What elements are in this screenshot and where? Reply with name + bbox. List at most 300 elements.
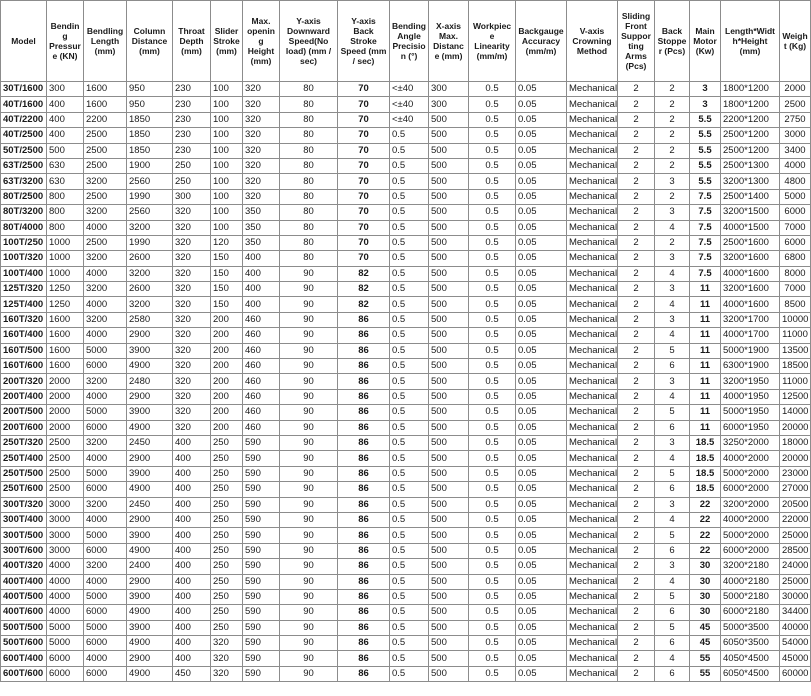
cell-y-axis-downward-speed: 90	[280, 359, 338, 374]
cell-y-axis-downward-speed: 90	[280, 451, 338, 466]
cell-sliding-front-supporting-arms: 2	[618, 297, 655, 312]
model-cell: 200T/320	[1, 374, 47, 389]
cell-length-width-height: 2500*1600	[721, 235, 780, 250]
cell-workpiece-linearity: 0.5	[469, 605, 516, 620]
cell-y-axis-back-stroke-speed: 86	[338, 420, 390, 435]
cell-bending-pressure: 4000	[47, 589, 84, 604]
cell-max-opening-height: 400	[243, 251, 280, 266]
cell-y-axis-back-stroke-speed: 70	[338, 97, 390, 112]
model-cell: 160T/500	[1, 343, 47, 358]
cell-sliding-front-supporting-arms: 2	[618, 82, 655, 97]
cell-y-axis-back-stroke-speed: 70	[338, 205, 390, 220]
cell-backgauge-accuracy: 0.05	[516, 574, 567, 589]
cell-bending-pressure: 3000	[47, 528, 84, 543]
cell-y-axis-downward-speed: 90	[280, 389, 338, 404]
cell-throat-depth: 250	[173, 174, 211, 189]
table-row	[1, 266, 811, 281]
cell-weight: 12500	[780, 389, 811, 404]
cell-bending-pressure: 3000	[47, 512, 84, 527]
model-cell: 300T/400	[1, 512, 47, 527]
cell-bending-pressure: 300	[47, 82, 84, 97]
model-cell: 500T/600	[1, 636, 47, 651]
cell-throat-depth: 400	[173, 482, 211, 497]
cell-length-width-height: 2500*1300	[721, 158, 780, 173]
table-row	[1, 405, 811, 420]
cell-slider-stroke: 100	[211, 174, 243, 189]
cell-main-motor: 3	[690, 82, 721, 97]
cell-weight: 7000	[780, 220, 811, 235]
cell-length-width-height: 3200*1600	[721, 251, 780, 266]
cell-column-distance: 1990	[127, 189, 173, 204]
cell-y-axis-back-stroke-speed: 82	[338, 297, 390, 312]
table-row	[1, 497, 811, 512]
cell-slider-stroke: 250	[211, 605, 243, 620]
cell-y-axis-downward-speed: 90	[280, 543, 338, 558]
cell-bending-pressure: 1600	[47, 343, 84, 358]
cell-throat-depth: 400	[173, 451, 211, 466]
cell-y-axis-back-stroke-speed: 86	[338, 605, 390, 620]
cell-y-axis-back-stroke-speed: 86	[338, 528, 390, 543]
cell-bending-length: 5000	[84, 466, 127, 481]
cell-back-stopper: 6	[655, 420, 690, 435]
cell-x-axis-max-distance: 500	[429, 497, 469, 512]
cell-slider-stroke: 250	[211, 589, 243, 604]
cell-v-axis-crowning-method: Mechanical	[567, 451, 618, 466]
cell-max-opening-height: 460	[243, 374, 280, 389]
cell-sliding-front-supporting-arms: 2	[618, 466, 655, 481]
cell-main-motor: 5.5	[690, 158, 721, 173]
cell-slider-stroke: 250	[211, 451, 243, 466]
cell-bending-length: 6000	[84, 482, 127, 497]
cell-slider-stroke: 250	[211, 512, 243, 527]
cell-v-axis-crowning-method: Mechanical	[567, 205, 618, 220]
table-row	[1, 128, 811, 143]
cell-main-motor: 5.5	[690, 112, 721, 127]
cell-backgauge-accuracy: 0.05	[516, 589, 567, 604]
cell-throat-depth: 320	[173, 266, 211, 281]
cell-y-axis-back-stroke-speed: 82	[338, 266, 390, 281]
cell-bending-pressure: 4000	[47, 574, 84, 589]
cell-workpiece-linearity: 0.5	[469, 205, 516, 220]
model-cell: 160T/600	[1, 359, 47, 374]
cell-length-width-height: 3200*1950	[721, 374, 780, 389]
cell-column-distance: 1850	[127, 128, 173, 143]
cell-bending-angle-precision: 0.5	[390, 220, 429, 235]
cell-bending-angle-precision: 0.5	[390, 251, 429, 266]
cell-bending-length: 3200	[84, 312, 127, 327]
cell-weight: 4000	[780, 158, 811, 173]
cell-slider-stroke: 100	[211, 112, 243, 127]
cell-v-axis-crowning-method: Mechanical	[567, 220, 618, 235]
cell-back-stopper: 6	[655, 543, 690, 558]
cell-length-width-height: 6000*2000	[721, 482, 780, 497]
model-cell: 250T/500	[1, 466, 47, 481]
column-header-model: Model	[1, 1, 47, 82]
model-cell: 160T/400	[1, 328, 47, 343]
cell-back-stopper: 3	[655, 435, 690, 450]
cell-x-axis-max-distance: 500	[429, 328, 469, 343]
cell-x-axis-max-distance: 500	[429, 189, 469, 204]
cell-v-axis-crowning-method: Mechanical	[567, 143, 618, 158]
cell-v-axis-crowning-method: Mechanical	[567, 528, 618, 543]
cell-y-axis-downward-speed: 90	[280, 282, 338, 297]
cell-x-axis-max-distance: 300	[429, 82, 469, 97]
table-row	[1, 466, 811, 481]
cell-sliding-front-supporting-arms: 2	[618, 220, 655, 235]
cell-y-axis-downward-speed: 80	[280, 235, 338, 250]
column-header-bending-length: Bendling Length (mm)	[84, 1, 127, 82]
cell-column-distance: 2900	[127, 451, 173, 466]
cell-bending-angle-precision: 0.5	[390, 405, 429, 420]
cell-slider-stroke: 250	[211, 482, 243, 497]
cell-length-width-height: 6300*1900	[721, 359, 780, 374]
cell-bending-length: 3200	[84, 497, 127, 512]
cell-bending-pressure: 1600	[47, 328, 84, 343]
cell-workpiece-linearity: 0.5	[469, 497, 516, 512]
table-row	[1, 420, 811, 435]
model-cell: 50T/2500	[1, 143, 47, 158]
cell-back-stopper: 2	[655, 235, 690, 250]
cell-max-opening-height: 320	[243, 189, 280, 204]
cell-max-opening-height: 460	[243, 405, 280, 420]
cell-column-distance: 1900	[127, 158, 173, 173]
cell-workpiece-linearity: 0.5	[469, 174, 516, 189]
cell-column-distance: 4900	[127, 666, 173, 681]
cell-v-axis-crowning-method: Mechanical	[567, 651, 618, 666]
cell-y-axis-downward-speed: 80	[280, 158, 338, 173]
cell-sliding-front-supporting-arms: 2	[618, 143, 655, 158]
cell-max-opening-height: 460	[243, 343, 280, 358]
cell-x-axis-max-distance: 500	[429, 435, 469, 450]
cell-x-axis-max-distance: 300	[429, 97, 469, 112]
cell-weight: 8500	[780, 297, 811, 312]
cell-sliding-front-supporting-arms: 2	[618, 620, 655, 635]
cell-weight: 11000	[780, 374, 811, 389]
cell-main-motor: 7.5	[690, 220, 721, 235]
cell-v-axis-crowning-method: Mechanical	[567, 235, 618, 250]
cell-bending-pressure: 2500	[47, 435, 84, 450]
cell-column-distance: 3200	[127, 297, 173, 312]
cell-main-motor: 22	[690, 497, 721, 512]
cell-bending-length: 6000	[84, 420, 127, 435]
cell-main-motor: 5.5	[690, 143, 721, 158]
cell-weight: 2500	[780, 97, 811, 112]
cell-y-axis-back-stroke-speed: 86	[338, 359, 390, 374]
table-row	[1, 282, 811, 297]
cell-backgauge-accuracy: 0.05	[516, 82, 567, 97]
cell-length-width-height: 6050*3500	[721, 636, 780, 651]
cell-y-axis-downward-speed: 90	[280, 512, 338, 527]
cell-weight: 25000	[780, 528, 811, 543]
cell-weight: 60000	[780, 666, 811, 681]
cell-bending-length: 4000	[84, 389, 127, 404]
cell-weight: 14000	[780, 405, 811, 420]
cell-bending-length: 6000	[84, 636, 127, 651]
cell-slider-stroke: 250	[211, 497, 243, 512]
cell-main-motor: 7.5	[690, 189, 721, 204]
cell-bending-angle-precision: 0.5	[390, 312, 429, 327]
cell-length-width-height: 5000*3500	[721, 620, 780, 635]
model-cell: 30T/1600	[1, 82, 47, 97]
model-cell: 80T/4000	[1, 220, 47, 235]
cell-column-distance: 4900	[127, 543, 173, 558]
model-cell: 63T/2500	[1, 158, 47, 173]
cell-v-axis-crowning-method: Mechanical	[567, 405, 618, 420]
cell-throat-depth: 230	[173, 128, 211, 143]
cell-column-distance: 2900	[127, 574, 173, 589]
model-cell: 125T/400	[1, 297, 47, 312]
model-cell: 400T/400	[1, 574, 47, 589]
cell-throat-depth: 320	[173, 420, 211, 435]
cell-column-distance: 2600	[127, 282, 173, 297]
cell-max-opening-height: 590	[243, 528, 280, 543]
cell-backgauge-accuracy: 0.05	[516, 497, 567, 512]
cell-backgauge-accuracy: 0.05	[516, 235, 567, 250]
cell-column-distance: 3200	[127, 266, 173, 281]
table-row	[1, 235, 811, 250]
cell-length-width-height: 2500*1200	[721, 128, 780, 143]
model-cell: 100T/320	[1, 251, 47, 266]
cell-backgauge-accuracy: 0.05	[516, 266, 567, 281]
cell-workpiece-linearity: 0.5	[469, 589, 516, 604]
cell-v-axis-crowning-method: Mechanical	[567, 559, 618, 574]
cell-bending-length: 5000	[84, 620, 127, 635]
cell-x-axis-max-distance: 500	[429, 651, 469, 666]
cell-bending-angle-precision: 0.5	[390, 297, 429, 312]
cell-y-axis-downward-speed: 90	[280, 297, 338, 312]
cell-length-width-height: 4000*2000	[721, 451, 780, 466]
cell-back-stopper: 2	[655, 158, 690, 173]
cell-main-motor: 18.5	[690, 451, 721, 466]
cell-back-stopper: 3	[655, 497, 690, 512]
cell-bending-angle-precision: 0.5	[390, 235, 429, 250]
cell-max-opening-height: 460	[243, 389, 280, 404]
cell-bending-length: 1600	[84, 82, 127, 97]
cell-slider-stroke: 320	[211, 636, 243, 651]
cell-main-motor: 45	[690, 636, 721, 651]
cell-weight: 54000	[780, 636, 811, 651]
column-header-bending-angle-precision: Bending Angle Precision (°)	[390, 1, 429, 82]
cell-bending-angle-precision: 0.5	[390, 420, 429, 435]
cell-bending-pressure: 1000	[47, 266, 84, 281]
cell-main-motor: 18.5	[690, 435, 721, 450]
column-header-backgauge-accuracy: Backgauge Accuracy (mm/m)	[516, 1, 567, 82]
cell-slider-stroke: 100	[211, 220, 243, 235]
model-cell: 160T/320	[1, 312, 47, 327]
cell-back-stopper: 6	[655, 666, 690, 681]
cell-bending-angle-precision: 0.5	[390, 497, 429, 512]
cell-throat-depth: 320	[173, 343, 211, 358]
cell-max-opening-height: 590	[243, 435, 280, 450]
cell-bending-pressure: 5000	[47, 620, 84, 635]
cell-column-distance: 3900	[127, 466, 173, 481]
cell-weight: 28500	[780, 543, 811, 558]
cell-column-distance: 2900	[127, 328, 173, 343]
cell-throat-depth: 400	[173, 466, 211, 481]
cell-back-stopper: 4	[655, 266, 690, 281]
cell-bending-pressure: 3000	[47, 497, 84, 512]
cell-v-axis-crowning-method: Mechanical	[567, 435, 618, 450]
cell-x-axis-max-distance: 500	[429, 451, 469, 466]
cell-backgauge-accuracy: 0.05	[516, 343, 567, 358]
cell-length-width-height: 5000*1900	[721, 343, 780, 358]
cell-workpiece-linearity: 0.5	[469, 559, 516, 574]
cell-main-motor: 11	[690, 359, 721, 374]
cell-v-axis-crowning-method: Mechanical	[567, 497, 618, 512]
cell-slider-stroke: 250	[211, 435, 243, 450]
cell-max-opening-height: 590	[243, 466, 280, 481]
cell-throat-depth: 400	[173, 435, 211, 450]
cell-x-axis-max-distance: 500	[429, 605, 469, 620]
table-header	[1, 1, 811, 82]
table-row	[1, 651, 811, 666]
cell-backgauge-accuracy: 0.05	[516, 543, 567, 558]
cell-main-motor: 5.5	[690, 174, 721, 189]
cell-v-axis-crowning-method: Mechanical	[567, 128, 618, 143]
cell-back-stopper: 4	[655, 297, 690, 312]
cell-bending-pressure: 2500	[47, 482, 84, 497]
cell-y-axis-downward-speed: 80	[280, 82, 338, 97]
cell-y-axis-back-stroke-speed: 70	[338, 251, 390, 266]
cell-weight: 18500	[780, 359, 811, 374]
cell-max-opening-height: 350	[243, 220, 280, 235]
cell-slider-stroke: 200	[211, 328, 243, 343]
cell-length-width-height: 5000*2180	[721, 589, 780, 604]
cell-v-axis-crowning-method: Mechanical	[567, 605, 618, 620]
cell-slider-stroke: 100	[211, 205, 243, 220]
cell-weight: 6000	[780, 235, 811, 250]
cell-weight: 45000	[780, 651, 811, 666]
cell-bending-pressure: 2500	[47, 466, 84, 481]
cell-length-width-height: 4000*2180	[721, 574, 780, 589]
cell-y-axis-downward-speed: 90	[280, 420, 338, 435]
cell-sliding-front-supporting-arms: 2	[618, 174, 655, 189]
cell-bending-angle-precision: 0.5	[390, 343, 429, 358]
cell-throat-depth: 320	[173, 251, 211, 266]
cell-slider-stroke: 200	[211, 374, 243, 389]
cell-length-width-height: 1800*1200	[721, 82, 780, 97]
cell-back-stopper: 4	[655, 451, 690, 466]
cell-slider-stroke: 120	[211, 235, 243, 250]
cell-v-axis-crowning-method: Mechanical	[567, 97, 618, 112]
cell-x-axis-max-distance: 500	[429, 636, 469, 651]
cell-backgauge-accuracy: 0.05	[516, 528, 567, 543]
cell-x-axis-max-distance: 500	[429, 528, 469, 543]
cell-main-motor: 7.5	[690, 251, 721, 266]
cell-bending-angle-precision: 0.5	[390, 589, 429, 604]
column-header-throat-depth: Throat Depth (mm)	[173, 1, 211, 82]
cell-v-axis-crowning-method: Mechanical	[567, 297, 618, 312]
cell-back-stopper: 3	[655, 282, 690, 297]
cell-max-opening-height: 460	[243, 328, 280, 343]
cell-throat-depth: 400	[173, 559, 211, 574]
cell-x-axis-max-distance: 500	[429, 312, 469, 327]
cell-back-stopper: 3	[655, 374, 690, 389]
cell-backgauge-accuracy: 0.05	[516, 420, 567, 435]
cell-weight: 13500	[780, 343, 811, 358]
header-row	[1, 1, 811, 82]
cell-length-width-height: 4000*1500	[721, 220, 780, 235]
cell-weight: 34400	[780, 605, 811, 620]
cell-bending-angle-precision: 0.5	[390, 651, 429, 666]
cell-column-distance: 2900	[127, 512, 173, 527]
cell-max-opening-height: 400	[243, 266, 280, 281]
cell-slider-stroke: 150	[211, 251, 243, 266]
cell-sliding-front-supporting-arms: 2	[618, 328, 655, 343]
cell-length-width-height: 6000*2180	[721, 605, 780, 620]
cell-throat-depth: 400	[173, 528, 211, 543]
cell-main-motor: 11	[690, 297, 721, 312]
cell-sliding-front-supporting-arms: 2	[618, 251, 655, 266]
cell-y-axis-back-stroke-speed: 86	[338, 636, 390, 651]
cell-main-motor: 30	[690, 559, 721, 574]
cell-max-opening-height: 590	[243, 574, 280, 589]
cell-backgauge-accuracy: 0.05	[516, 620, 567, 635]
cell-bending-length: 3200	[84, 435, 127, 450]
cell-throat-depth: 400	[173, 497, 211, 512]
cell-sliding-front-supporting-arms: 2	[618, 205, 655, 220]
cell-backgauge-accuracy: 0.05	[516, 435, 567, 450]
cell-throat-depth: 320	[173, 374, 211, 389]
cell-bending-angle-precision: 0.5	[390, 158, 429, 173]
cell-backgauge-accuracy: 0.05	[516, 205, 567, 220]
cell-column-distance: 4900	[127, 359, 173, 374]
cell-back-stopper: 5	[655, 466, 690, 481]
cell-y-axis-downward-speed: 90	[280, 312, 338, 327]
cell-main-motor: 11	[690, 282, 721, 297]
column-header-sliding-front-supporting-arms: Sliding Front Supporting Arms (Pcs)	[618, 1, 655, 82]
cell-max-opening-height: 590	[243, 497, 280, 512]
column-header-y-axis-back-stroke-speed: Y-axis Back Stroke Speed (mm / sec)	[338, 1, 390, 82]
cell-bending-length: 2200	[84, 112, 127, 127]
cell-bending-pressure: 1000	[47, 251, 84, 266]
cell-slider-stroke: 250	[211, 466, 243, 481]
cell-column-distance: 2400	[127, 559, 173, 574]
cell-bending-pressure: 400	[47, 97, 84, 112]
cell-slider-stroke: 150	[211, 266, 243, 281]
cell-y-axis-downward-speed: 80	[280, 143, 338, 158]
cell-main-motor: 30	[690, 574, 721, 589]
cell-bending-length: 5000	[84, 343, 127, 358]
cell-main-motor: 22	[690, 528, 721, 543]
cell-backgauge-accuracy: 0.05	[516, 359, 567, 374]
model-cell: 200T/400	[1, 389, 47, 404]
cell-y-axis-downward-speed: 90	[280, 497, 338, 512]
cell-sliding-front-supporting-arms: 2	[618, 312, 655, 327]
cell-backgauge-accuracy: 0.05	[516, 512, 567, 527]
cell-bending-pressure: 2000	[47, 374, 84, 389]
cell-sliding-front-supporting-arms: 2	[618, 112, 655, 127]
cell-backgauge-accuracy: 0.05	[516, 158, 567, 173]
cell-x-axis-max-distance: 500	[429, 374, 469, 389]
cell-workpiece-linearity: 0.5	[469, 158, 516, 173]
cell-column-distance: 2450	[127, 435, 173, 450]
cell-v-axis-crowning-method: Mechanical	[567, 158, 618, 173]
cell-y-axis-back-stroke-speed: 70	[338, 189, 390, 204]
cell-back-stopper: 5	[655, 343, 690, 358]
cell-sliding-front-supporting-arms: 2	[618, 543, 655, 558]
table-row	[1, 158, 811, 173]
cell-x-axis-max-distance: 500	[429, 589, 469, 604]
cell-v-axis-crowning-method: Mechanical	[567, 574, 618, 589]
cell-workpiece-linearity: 0.5	[469, 651, 516, 666]
cell-y-axis-downward-speed: 90	[280, 466, 338, 481]
cell-throat-depth: 450	[173, 666, 211, 681]
cell-v-axis-crowning-method: Mechanical	[567, 82, 618, 97]
model-cell: 250T/600	[1, 482, 47, 497]
cell-sliding-front-supporting-arms: 2	[618, 574, 655, 589]
cell-throat-depth: 320	[173, 282, 211, 297]
